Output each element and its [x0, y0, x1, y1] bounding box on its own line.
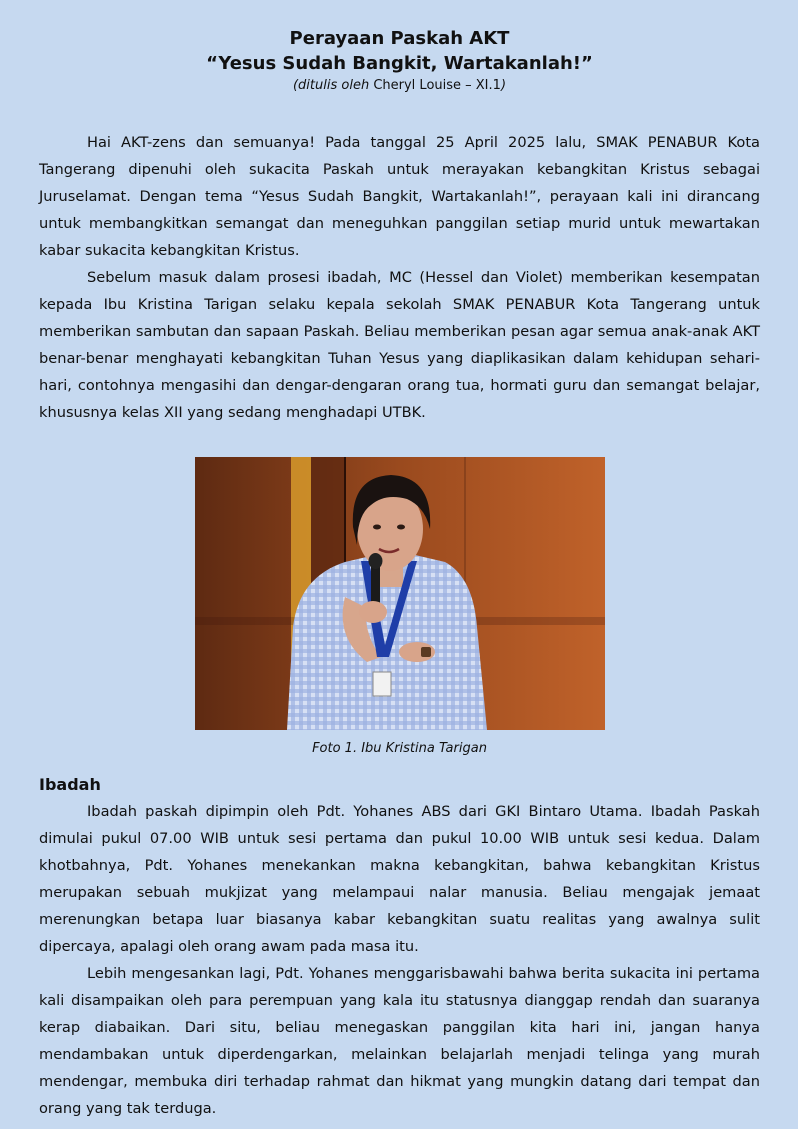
photo-figure [195, 457, 605, 758]
intro-paragraph-1: Hai AKT-zens dan semuanya! Pada tanggal 25 April 2025 lalu, SMAK PENABUR Kota Tangerang dipenuhi oleh sukacita Paskah untuk merayakan kebangkitan Kristus sebagai Juruselamat. Dengan tema “Yesus Sudah Bangkit, Wartakanlah!”, perayaan kali ini dirancang untuk membangkitkan semangat dan meneguhkan panggilan setiap murid untuk mewartakan kabar sukacita kebangkitan Kristus. [39, 134, 760, 259]
intro-paragraph-2: Sebelum masuk dalam prosesi ibadah, MC (Hessel dan Violet) memberikan kesempatan kepada Ibu Kristina Tarigan selaku kepala sekolah SMAK PENABUR Kota Tangerang untuk memberikan sambutan dan sapaan Paskah. Beliau memberikan pesan agar semua anak-anak AKT benar-benar menghayati kebangkitan Tuhan Yesus yang diaplikasikan dalam kehidupan sehari-hari, contohnya mengasihi dan dengar-dengaran orang tua, hormati guru dan semangat belajar, khususnya kelas XII yang sedang menghadapi UTBK. [39, 269, 760, 421]
section-heading-ibadah: Ibadah [39, 775, 101, 794]
byline-close: ) [500, 78, 507, 93]
byline-open: ( [292, 78, 299, 93]
article-title-line-1: Perayaan Paskah AKT [289, 28, 510, 49]
byline-author: Cheryl Louise – XI.1 [373, 78, 501, 93]
ibadah-paragraph-1: Ibadah paskah dipimpin oleh Pdt. Yohanes ABS dari GKI Bintaro Utama. Ibadah Paskah dimulai pukul 07.00 WIB untuk sesi pertama dan pukul 10.00 WIB untuk sesi kedua. Dalam khotbahnya, Pdt. Yohanes menekankan makna kebangkitan, bahwa kebangkitan Kristus merupakan sebuah mukjizat yang melampaui nalar manusia. Beliau mengajak jemaat merenungkan betapa luar biasanya kabar kebangkitan suatu realitas yang awalnya sulit dipercaya, apalagi oleh orang awam pada masa itu. [39, 803, 760, 955]
byline [39, 77, 760, 95]
photo-caption: Foto 1. Ibu Kristina Tarigan [312, 741, 487, 756]
byline-prefix: ditulis oleh [298, 78, 370, 93]
article-title [39, 26, 760, 76]
article [39, 26, 760, 1122]
photo-kristina-tarigan [195, 457, 605, 730]
ibadah-paragraph-2: Lebih mengesankan lagi, Pdt. Yohanes menggarisbawahi bahwa berita sukacita ini pertama kali disampaikan oleh para perempuan yang kala itu statusnya dianggap rendah dan suaranya kerap diabaikan. Dari situ, beliau menegaskan panggilan kita hari ini, jangan hanya mendambakan untuk diperdengarkan, melainkan belajarlah menjadi telinga yang murah mendengar, membuka diri terhadap rahmat dan hikmat yang mungkin datang dari tempat dan orang yang tak terduga. [39, 965, 760, 1117]
article-title-line-2: “Yesus Sudah Bangkit, Wartakanlah!” [206, 53, 593, 74]
